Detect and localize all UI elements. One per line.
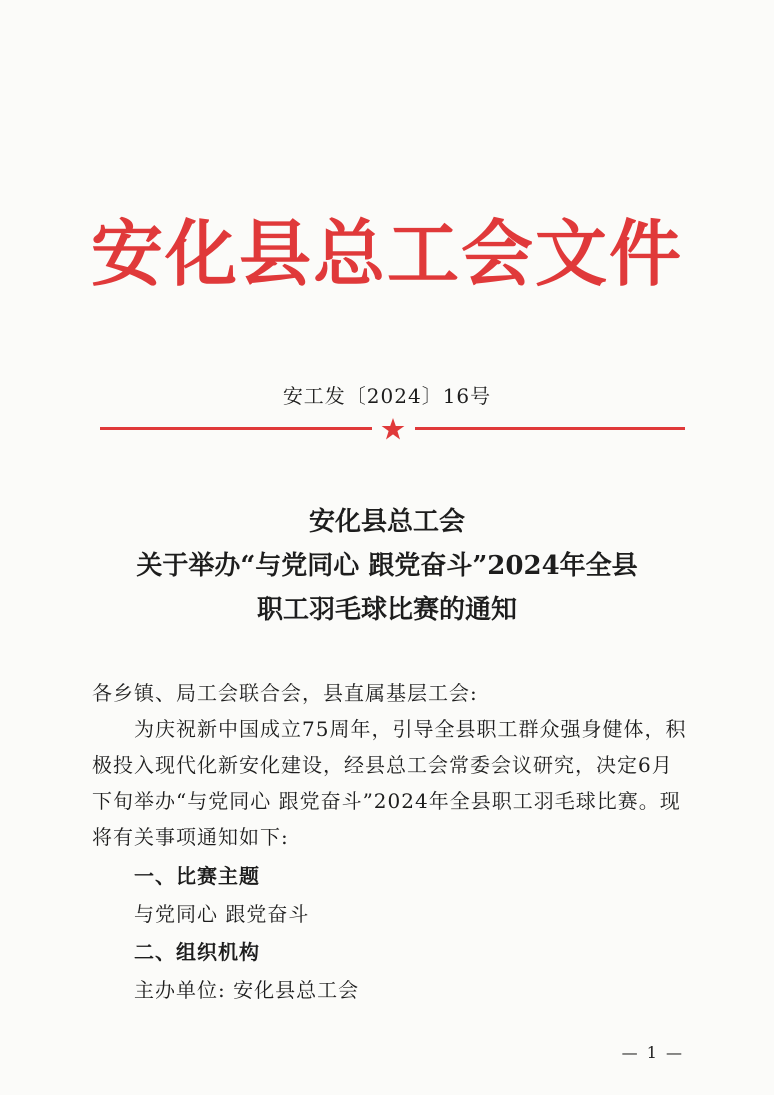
notice-title-line3: 职工羽毛球比赛的通知 bbox=[256, 595, 517, 625]
notice-title-line1: 安化县总工会 bbox=[308, 507, 465, 537]
divider-line-left bbox=[100, 427, 372, 430]
divider-line-right bbox=[415, 427, 685, 430]
intro-paragraph: 为庆祝新中国成立75周年，引导全县职工群众强身健体，积极投入现代化新安化建设，经县总工会常委会议研究，决定6月下旬举办“与党同心 跟党奋斗”2024年全县职工羽毛球比赛。现将有关事项通知如下: bbox=[92, 717, 687, 849]
notice-title bbox=[0, 500, 774, 632]
section2-text: 主办单位: 安化县总工会 bbox=[134, 978, 360, 1002]
red-divider bbox=[100, 418, 685, 440]
notice-title-line2: 关于举办“与党同心 跟党奋斗”2024年全县 bbox=[136, 551, 638, 581]
org-header-title: 安化县总工会文件 bbox=[90, 211, 683, 296]
star-icon bbox=[381, 418, 405, 440]
section1-heading: 一、比赛主题 bbox=[134, 864, 260, 888]
document-number: 安工发〔2024〕16号 bbox=[282, 384, 492, 408]
section2-heading: 二、组织机构 bbox=[134, 940, 260, 964]
section1-text: 与党同心 跟党奋斗 bbox=[134, 902, 310, 926]
page-number: — 1 — bbox=[621, 1043, 684, 1062]
salutation: 各乡镇、局工会联合会，县直属基层工会: bbox=[92, 681, 478, 705]
